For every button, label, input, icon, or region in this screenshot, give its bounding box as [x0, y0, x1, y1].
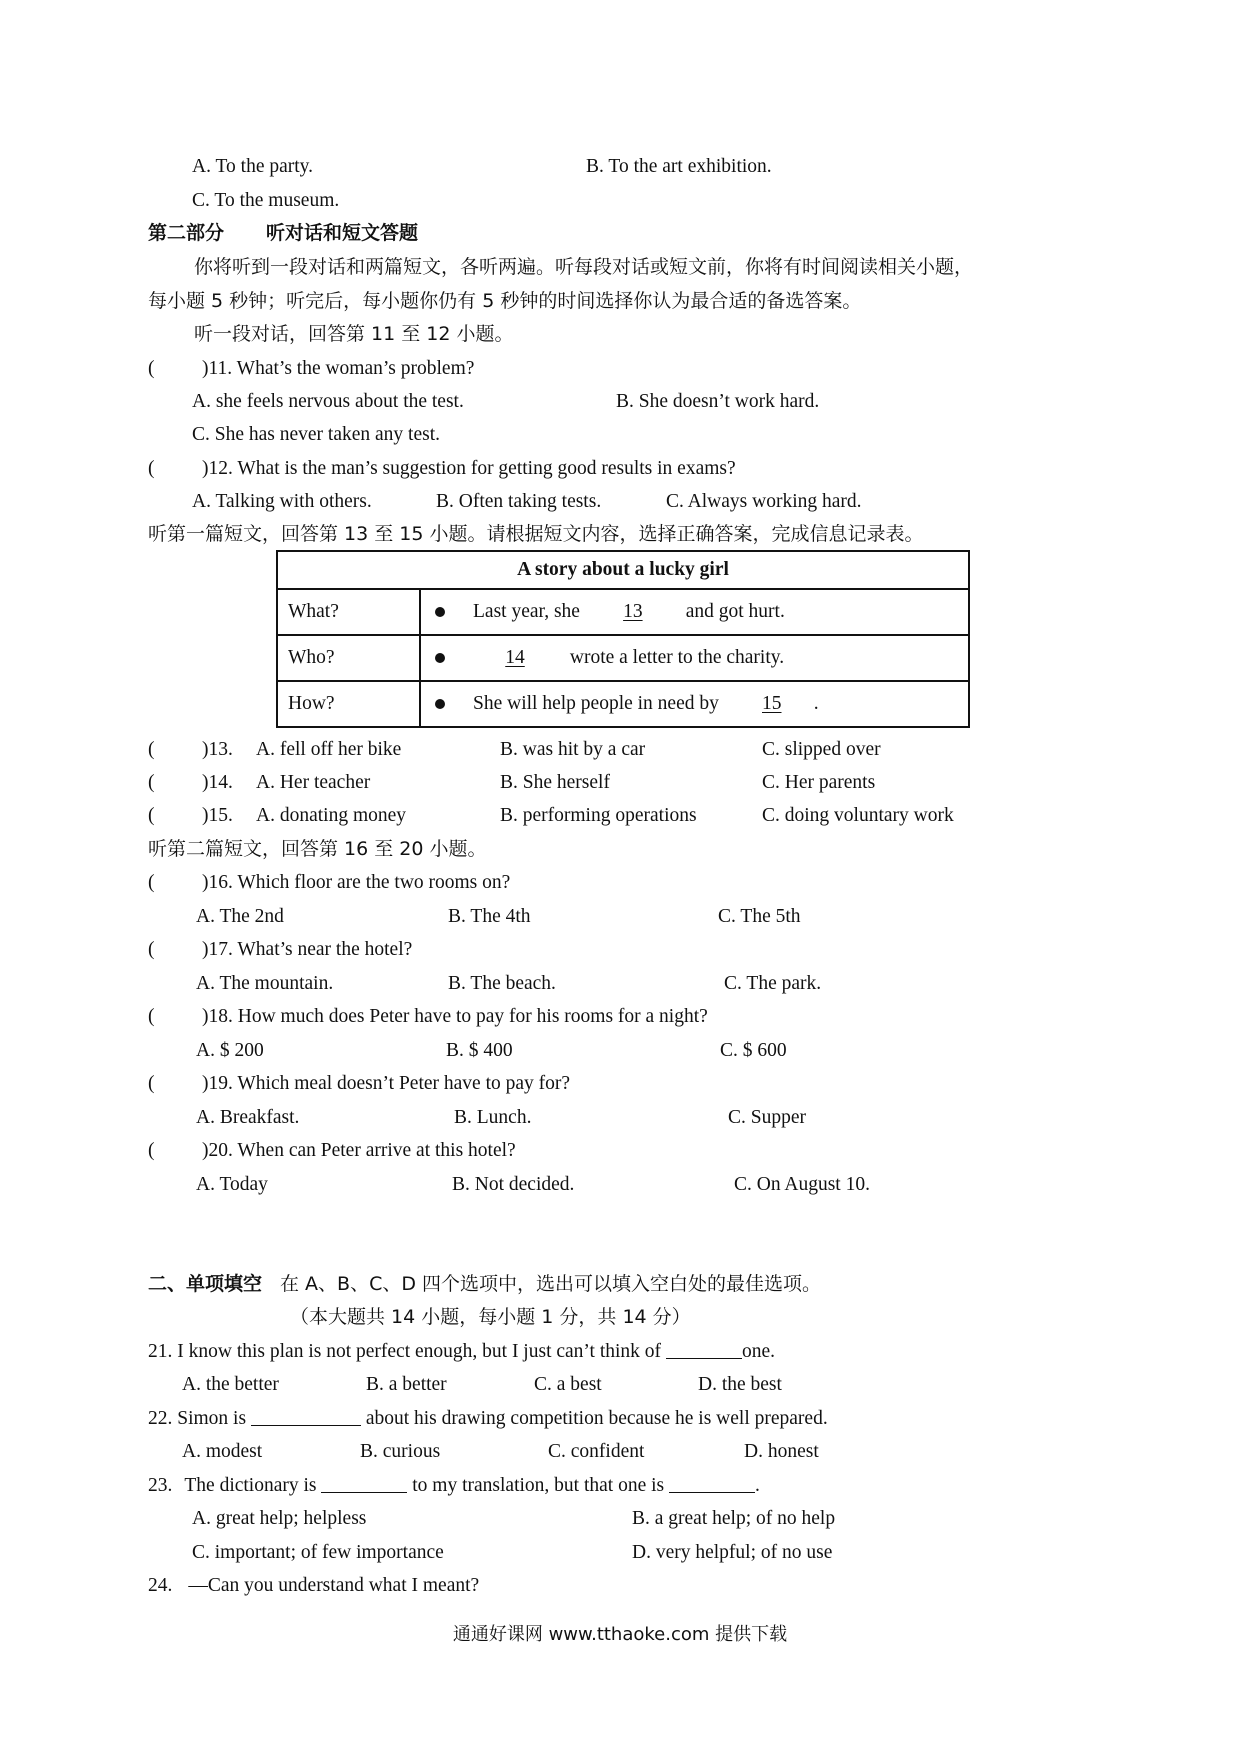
table-row — [277, 681, 969, 727]
part2-title: 听对话和短文答题 — [266, 222, 419, 244]
q17-option-c: C. The park. — [724, 973, 822, 994]
q13-row — [148, 733, 233, 767]
info-record-table — [276, 550, 970, 728]
answer-paren[interactable]: ( — [148, 772, 155, 793]
row-content — [420, 589, 969, 635]
dialog-instruction: 听一段对话，回答第 11 至 12 小题。 — [194, 323, 514, 345]
q11-option-a: A. she feels nervous about the test. — [192, 391, 464, 412]
passage1-instruction: 听第一篇短文，回答第 13 至 15 小题。请根据短文内容，选择正确答案，完成信息记录表。 — [148, 523, 924, 545]
q14-option-a: A. Her teacher — [256, 772, 371, 793]
q11-option-c: C. She has never taken any test. — [192, 424, 441, 445]
q15-option-c: C. doing voluntary work — [762, 805, 954, 826]
page-footer: 通通好课网 www.tthaoke.com 提供下载 — [452, 1624, 788, 1645]
q23-option-d: D. very helpful; of no use — [632, 1542, 833, 1563]
row-text-post: and got hurt. — [685, 601, 785, 623]
table-row — [277, 589, 969, 635]
answer-paren[interactable]: ( — [148, 1006, 155, 1027]
q22-blank[interactable] — [251, 1405, 361, 1426]
row-text-post: wrote a letter to the charity. — [569, 647, 785, 669]
q21-text-post: one. — [741, 1341, 775, 1362]
q21-option-a: A. the better — [182, 1374, 279, 1395]
q11-option-b: B. She doesn’t work hard. — [616, 391, 820, 412]
bullet-icon — [435, 653, 445, 663]
q15-option-b: B. performing operations — [500, 805, 697, 826]
q21-option-c: C. a best — [534, 1374, 602, 1395]
q19-option-a: A. Breakfast. — [196, 1107, 300, 1128]
row-key: What? — [277, 589, 420, 635]
q22-option-d: D. honest — [744, 1441, 819, 1462]
q10-option-a: A. To the party. — [192, 156, 314, 177]
answer-paren[interactable]: ( — [148, 1073, 155, 1094]
row-key: Who? — [277, 635, 420, 681]
q24-stem — [148, 1569, 479, 1603]
row-key: How? — [277, 681, 420, 727]
q22-stem — [148, 1402, 828, 1436]
part2-intro-line2: 每小题 5 秒钟；听完后，每小题你仍有 5 秒钟的时间选择你认为最合适的备选答案。 — [148, 290, 862, 312]
q21-option-d: D. the best — [698, 1374, 782, 1395]
q14-row — [148, 766, 233, 800]
q21-stem — [148, 1335, 775, 1369]
passage2-instruction: 听第二篇短文，回答第 16 至 20 小题。 — [148, 838, 487, 860]
part2-label: 第二部分 — [148, 222, 225, 244]
q18-option-a: A. $ 200 — [196, 1040, 264, 1061]
q15-row — [148, 799, 233, 833]
q21-blank[interactable] — [666, 1338, 742, 1359]
q19-stem — [148, 1067, 570, 1101]
q12-stem — [148, 452, 736, 486]
q18-stem — [148, 1000, 708, 1034]
part2-intro-line1: 你将听到一段对话和两篇短文，各听两遍。听每段对话或短文前，你将有时间阅读相关小题， — [194, 256, 974, 278]
q21-option-b: B. a better — [366, 1374, 447, 1395]
q14-option-b: B. She herself — [500, 772, 610, 793]
q12-option-b: B. Often taking tests. — [436, 491, 602, 512]
blank-15: 15 — [762, 693, 782, 715]
q19-question: )19. Which meal doesn’t Peter have to pay for? — [202, 1073, 571, 1094]
row-text-pre: Last year, she — [473, 601, 580, 623]
blank-13: 13 — [623, 601, 643, 623]
q13-number: )13. — [202, 739, 233, 760]
row-content — [420, 635, 969, 681]
q18-option-b: B. $ 400 — [446, 1040, 513, 1061]
q13-option-a: A. fell off her bike — [256, 739, 402, 760]
section2-note: （本大题共 14 小题，每小题 1 分，共 14 分） — [290, 1306, 691, 1328]
q23-number: 23. — [148, 1475, 173, 1496]
answer-paren[interactable]: ( — [148, 739, 155, 760]
q16-option-c: C. The 5th — [718, 906, 801, 927]
q16-question: )16. Which floor are the two rooms on? — [202, 872, 511, 893]
q19-option-b: B. Lunch. — [454, 1107, 532, 1128]
q15-number: )15. — [202, 805, 233, 826]
q16-stem — [148, 866, 510, 900]
bullet-icon — [435, 607, 445, 617]
q15-option-a: A. donating money — [256, 805, 407, 826]
q23-blank-1[interactable] — [321, 1472, 407, 1493]
blank-14: 14 — [505, 647, 525, 669]
q22-option-c: C. confident — [548, 1441, 645, 1462]
answer-paren[interactable]: ( — [148, 458, 155, 479]
answer-paren[interactable]: ( — [148, 805, 155, 826]
q10-option-c: C. To the museum. — [192, 190, 340, 211]
q24-number: 24. — [148, 1575, 173, 1596]
q17-option-b: B. The beach. — [448, 973, 556, 994]
q14-number: )14. — [202, 772, 233, 793]
q16-option-b: B. The 4th — [448, 906, 531, 927]
q21-text: 21. I know this plan is not perfect enough, but I just can’t think of — [148, 1341, 662, 1362]
q20-option-c: C. On August 10. — [734, 1174, 870, 1195]
table-title: A story about a lucky girl — [277, 551, 969, 589]
row-text-pre: She will help people in need by — [473, 693, 719, 715]
q23-option-a: A. great help; helpless — [192, 1508, 367, 1529]
answer-paren[interactable]: ( — [148, 358, 155, 379]
q17-stem — [148, 933, 412, 967]
section2-heading-line — [148, 1268, 821, 1302]
q23-text-post: . — [754, 1475, 760, 1496]
q20-question: )20. When can Peter arrive at this hotel? — [202, 1140, 516, 1161]
part2-heading — [148, 217, 418, 251]
section2-heading: 二、单项填空 — [148, 1273, 263, 1295]
q17-option-a: A. The mountain. — [196, 973, 334, 994]
q19-option-c: C. Supper — [728, 1107, 806, 1128]
q20-option-b: B. Not decided. — [452, 1174, 575, 1195]
q20-option-a: A. Today — [196, 1174, 268, 1195]
q12-option-a: A. Talking with others. — [192, 491, 372, 512]
q11-stem — [148, 352, 474, 386]
row-text-post: . — [813, 693, 819, 715]
q18-option-c: C. $ 600 — [720, 1040, 787, 1061]
q23-blank-2[interactable] — [669, 1472, 755, 1493]
q22-option-b: B. curious — [360, 1441, 441, 1462]
q13-option-b: B. was hit by a car — [500, 739, 646, 760]
q18-question: )18. How much does Peter have to pay for his rooms for a night? — [202, 1006, 708, 1027]
q24-question: —Can you understand what I meant? — [188, 1575, 480, 1596]
q12-option-c: C. Always working hard. — [666, 491, 862, 512]
q23-option-c: C. important; of few importance — [192, 1542, 444, 1563]
answer-paren[interactable]: ( — [148, 939, 155, 960]
q22-text: 22. Simon is — [148, 1408, 247, 1429]
answer-paren[interactable]: ( — [148, 872, 155, 893]
q23-text: The dictionary is — [184, 1475, 317, 1496]
q23-stem — [148, 1469, 760, 1503]
q11-question: )11. What’s the woman’s problem? — [202, 358, 475, 379]
table-row — [277, 635, 969, 681]
answer-paren[interactable]: ( — [148, 1140, 155, 1161]
q12-question: )12. What is the man’s suggestion for getting good results in exams? — [202, 458, 736, 479]
q20-stem — [148, 1134, 516, 1168]
section2-instruction: 在 A、B、C、D 四个选项中，选出可以填入空白处的最佳选项。 — [280, 1273, 822, 1295]
q14-option-c: C. Her parents — [762, 772, 876, 793]
q22-text-post: about his drawing competition because he is well prepared. — [365, 1408, 828, 1429]
q22-option-a: A. modest — [182, 1441, 263, 1462]
q10-option-b: B. To the art exhibition. — [586, 156, 772, 177]
q23-text-mid: to my translation, but that one is — [412, 1475, 665, 1496]
row-content — [420, 681, 969, 727]
q23-option-b: B. a great help; of no help — [632, 1508, 836, 1529]
q13-option-c: C. slipped over — [762, 739, 881, 760]
q17-question: )17. What’s near the hotel? — [202, 939, 413, 960]
bullet-icon — [435, 699, 445, 709]
q16-option-a: A. The 2nd — [196, 906, 284, 927]
